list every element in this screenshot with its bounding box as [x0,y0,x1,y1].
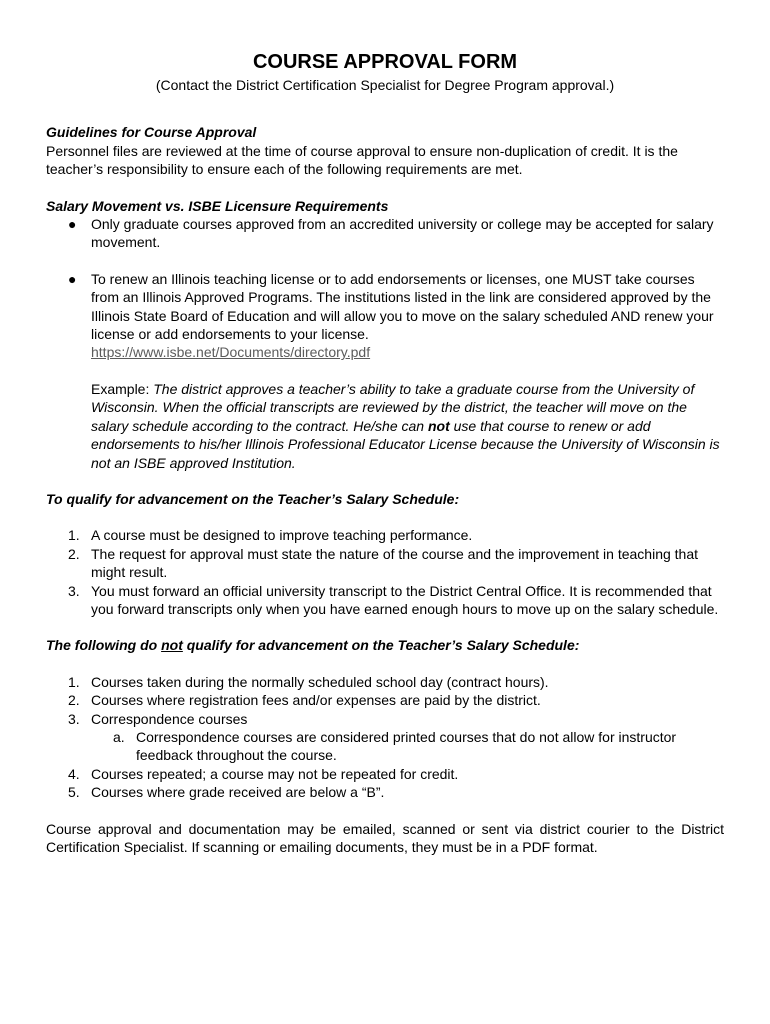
example-paragraph [46,380,724,472]
bullet-icon: ● [68,216,77,233]
list-letter: a. [113,728,125,745]
bullet-icon: ● [68,270,77,287]
salary-bullet-list [46,215,724,252]
list-number: 1. [68,673,80,690]
salary-bullet-list-2 [46,270,724,362]
not-qualify-heading-pre: The following do [46,637,162,654]
list-item [46,526,724,544]
salary-bullet-2-text: To renew an Illinois teaching license or to add endorsements or licenses, one MUST take courses from an Illinois Approved Programs. The institutions listed in the link are considered approved by the Illinois State Board of Education and will allow you to move on the salary scheduled AND renew your license or add endorsements to your license. [91,270,714,343]
list-number: 2. [68,692,80,709]
salary-bullet-1-text: Only graduate courses approved from an accredited university or college may be accepted for salary movement. [91,216,714,251]
list-number: 5. [68,784,80,801]
not-qualify-heading-not: not [161,637,183,654]
not-qualify-list [46,673,724,802]
list-number: 4. [68,765,80,782]
example-not-emphasis: not [427,417,450,434]
closing-paragraph: Course approval and documentation may be emailed, scanned or sent via district courier to the District Certification Specialist. If scanning or emailing documents, they must be in a PDF format. [46,820,724,855]
qualify-item-text: You must forward an official university transcript to the District Central Office. It is recommended that you forward transcripts only when you have earned enough hours to move up on the salary schedule. [91,582,719,617]
not-qualify-heading-post: qualify for advancement on the Teacher’s Salary Schedule: [182,637,580,654]
not-qualify-heading [46,636,724,654]
example-label: Example: [91,380,154,397]
list-item [46,710,724,765]
not-qualify-item-text: Courses where registration fees and/or expenses are paid by the district. [91,692,541,709]
qualify-list [46,526,724,618]
page-title: COURSE APPROVAL FORM [252,51,518,73]
qualify-heading: To qualify for advancement on the Teacher’s Salary Schedule: [46,490,460,507]
list-number: 3. [68,582,80,599]
list-item [46,691,724,709]
salary-heading: Salary Movement vs. ISBE Licensure Requirements [46,197,389,214]
guidelines-text: Personnel files are reviewed at the time of course approval to ensure non-duplication of credit. It is the teacher’s responsibility to ensure each of the following requirements are met. [46,142,678,178]
list-number: 2. [68,545,80,562]
list-item [46,582,724,619]
qualify-item-text: The request for approval must state the nature of the course and the improvement in teaching that might result. [91,545,699,581]
not-qualify-item-text: Courses where grade received are below a “B”. [91,784,385,801]
list-item [91,728,724,765]
list-item [46,765,724,783]
list-number: 1. [68,527,80,544]
guidelines-heading: Guidelines for Course Approval [46,124,257,141]
example-text-1: The district approves a teacher’s ability to take a graduate course from the University of Wisconsin. When the official transcripts are reviewed by the district, the teacher will move on the salary schedule according to the contract. He/she can [91,380,695,434]
document-body [0,94,770,856]
not-qualify-item-text: Courses repeated; a course may not be repeated for credit. [91,765,459,782]
list-number: 3. [68,710,80,727]
list-item [46,270,724,362]
isbe-directory-link[interactable]: https://www.isbe.net/Documents/directory.pdf [91,344,371,361]
list-item [46,783,724,801]
qualify-item-text: A course must be designed to improve teaching performance. [91,527,473,544]
sub-item-text: Correspondence courses are considered printed courses that do not allow for instructor feedback throughout the course. [136,728,677,764]
not-qualify-item-text: Courses taken during the normally scheduled school day (contract hours). [91,673,549,690]
example-text-2: use that course to renew or add endorsements to his/her Illinois Professional Educator License because the University of Wisconsin is not an ISBE approved Institution. [91,417,720,471]
list-item [46,545,724,582]
list-item [46,673,724,691]
correspondence-sub-list [91,728,724,765]
page-subtitle: (Contact the District Certification Specialist for Degree Program approval.) [155,77,615,93]
list-item [46,215,724,252]
not-qualify-item-text: Correspondence courses [91,710,248,727]
